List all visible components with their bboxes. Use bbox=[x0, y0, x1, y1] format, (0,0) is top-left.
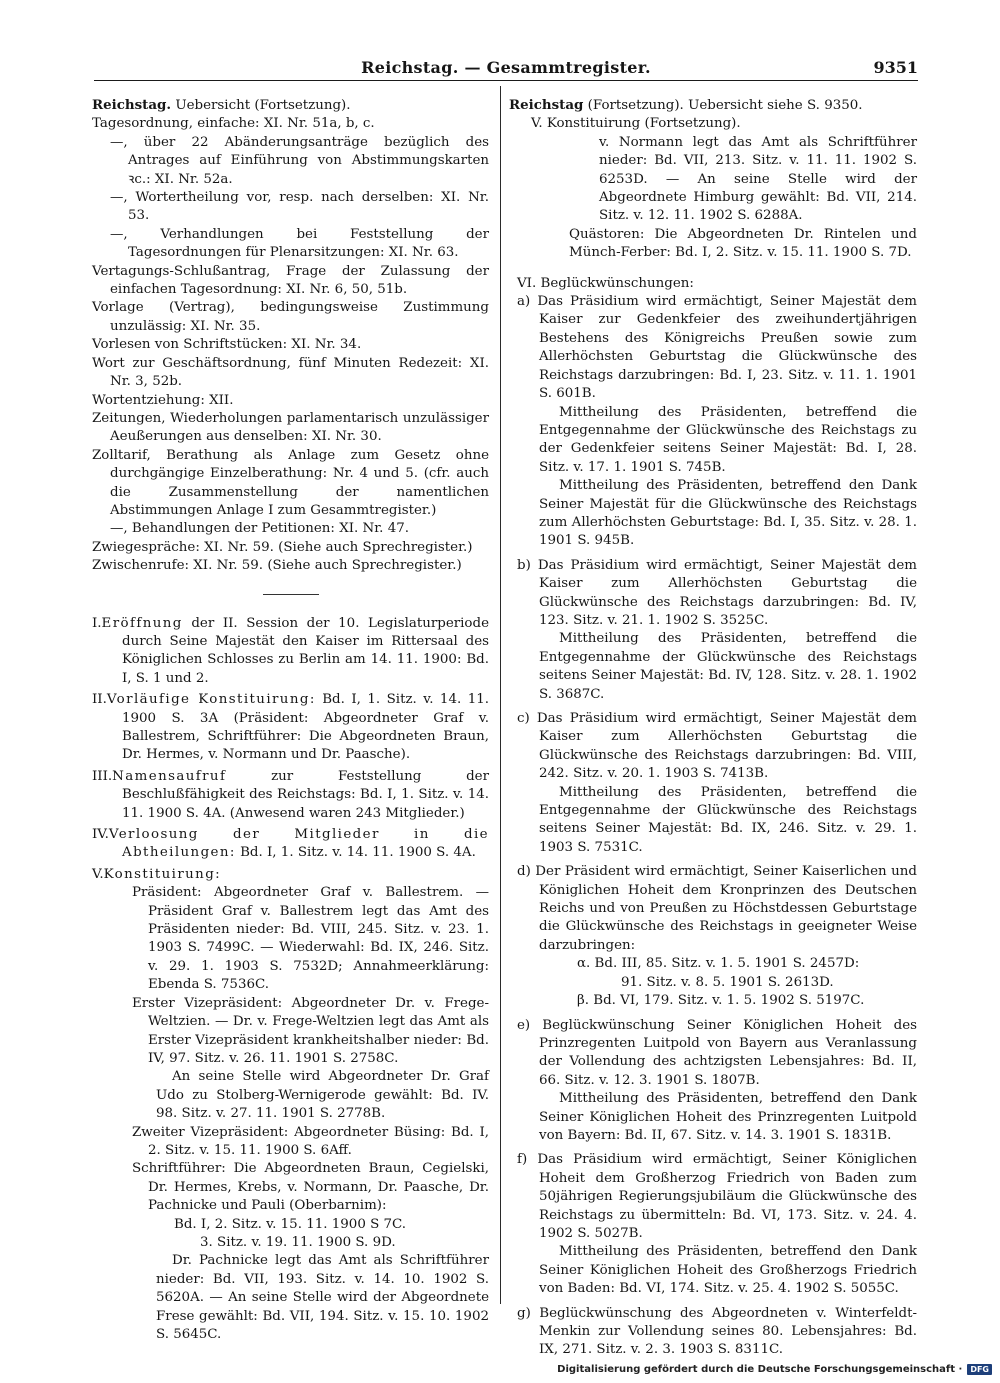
section-entry bbox=[92, 615, 489, 689]
vi-reference: α. Bd. III, 85. Sitz. v. 1. 5. 1901 S. 2457D: bbox=[577, 956, 860, 972]
digitization-footer bbox=[557, 1364, 992, 1375]
vi-paragraph bbox=[509, 1017, 917, 1091]
index-entry: Zolltarif, Berathung als Anlage zum Gesetz ohne durchgängige Einzelberathung: Nr. 4 und 5. (cfr. auch die Zusammenstellung der namentlichen Abstimmungen Anlage I zum Gesammtregister.) bbox=[92, 447, 489, 518]
subsection-paragraph: Präsident: Abgeordneter Graf v. Ballestrem. — Präsident Graf v. Ballestrem legt das Amt des Präsidenten nieder: Bd. VIII, 245. Sitz. v. 23. 1. 1903 S. 7499C. — Wiederwahl: Bd. IX, 246. Sitz. v. 29. 1. 1903 S. 7532D; Annahmeerklärung: Ebenda S. 7536C. bbox=[132, 885, 489, 993]
vi-paragraph bbox=[509, 863, 917, 955]
vi-item-e bbox=[509, 1017, 917, 1146]
vi-paragraph bbox=[509, 557, 917, 631]
section-title: Vorläufige Konstituirung: bbox=[106, 692, 316, 708]
subsection-paragraph: Erster Vizepräsident: Abgeordneter Dr. v. Frege-Weltzien. — Dr. v. Frege-Weltzien legt das Amt als Erster Vizepräsident krankheitshalber nieder: Bd. IV, 97. Sitz. v. 26. 11. 1901 S. 2758C. bbox=[132, 995, 489, 1066]
section-text: der II. Session der 10. Legislaturperiode durch Seine Majestät den Kaiser im Rittersaal des Königlichen Schlosses zu Berlin am 14. 11. 1900: Bd. I, S. 1 und 2. bbox=[122, 615, 489, 686]
footer-text: Digitalisierung gefördert durch die Deutsche Forschungsgemeinschaft · bbox=[557, 1364, 963, 1375]
index-entry: Vorlage (Vertrag), bedingungsweise Zustimmung unzulässig: XI. Nr. 35. bbox=[92, 300, 489, 334]
subsection-paragraph: Quästoren: Die Abgeordneten Dr. Rintelen und Münch-Ferber: Bd. I, 2. Sitz. v. 15. 11. 1900 S. 7D. bbox=[569, 226, 917, 261]
section-title: Konstituirung: bbox=[103, 866, 222, 882]
vi-letter: g) bbox=[517, 1305, 531, 1321]
subsection-paragraph: v. Normann legt das Amt als Schriftführer nieder: Bd. VII, 213. Sitz. v. 11. 11. 1902 S. 6253D. — An seine Stelle wird der Abgeordnete Himburg gewählt: Bd. VII, 214. Sitz. v. 12. 11. 1902 S. 6288A. bbox=[599, 134, 917, 224]
vi-letter: b) bbox=[517, 557, 531, 573]
vi-item-g bbox=[509, 1305, 917, 1360]
vi-text: Der Präsident wird ermächtigt, Seiner Kaiserlichen und Königlichen Hoheit dem Kronprinzen des Deutschen Reichs und von Preußen zu Höchstdessen Geburtstage die Glückwünsche des Reichstags in geeigneter Weise darzubringen: bbox=[535, 864, 917, 953]
index-entry: Zeitungen, Wiederholungen parlamentarisch unzulässiger Aeußerungen aus denselben: XI. Nr. 30. bbox=[92, 410, 489, 445]
left-column bbox=[92, 96, 489, 1344]
page-number: 9351 bbox=[873, 58, 918, 77]
subsection-paragraph: An seine Stelle wird Abgeordneter Dr. Graf Udo zu Stolberg-Wernigerode gewählt: Bd. IV. 98. Sitz. v. 27. 11. 1901 S. 2778B. bbox=[156, 1069, 489, 1122]
section-text: Bd. I, 1. Sitz. v. 14. 11. 1900 S. 3A (Präsident: Abgeordneter Graf v. Ballestrem, Schriftführer: Die Abgeordneten Braun, Dr. Hermes, v. Normann und Dr. Paasche). bbox=[122, 692, 489, 763]
vi-paragraph bbox=[509, 1151, 917, 1243]
column-divider bbox=[500, 86, 501, 1304]
index-entry: Tagesordnung, einfache: XI. Nr. 51a, b, c. bbox=[92, 116, 375, 132]
vi-letter: f) bbox=[517, 1152, 528, 1168]
running-header bbox=[94, 58, 918, 81]
vi-item-d bbox=[509, 863, 917, 1010]
vi-reference: 91. Sitz. v. 8. 5. 1901 S. 2613D. bbox=[621, 974, 834, 990]
right-heading-line bbox=[509, 96, 917, 115]
section-number: II. bbox=[92, 692, 107, 708]
subsection-paragraph: Dr. Pachnicke legt das Amt als Schriftführer nieder: Bd. VII, 193. Sitz. v. 14. 10. 1902 S. 5620A. — An seine Stelle wird der Abgeordnete Frese gewählt: Bd. VII, 194. Sitz. v. 15. 10. 1902 S. 5645C. bbox=[156, 1253, 489, 1342]
section-number: I. bbox=[92, 615, 102, 631]
section-entry bbox=[92, 826, 489, 863]
left-heading-rest: Uebersicht (Fortsetzung). bbox=[175, 98, 351, 113]
left-heading: Reichstag. bbox=[92, 97, 172, 113]
section-title: Namensaufruf bbox=[112, 768, 227, 784]
index-entry: Vertagungs-Schlußantrag, Frage der Zulassung der einfachen Tagesordnung: XI. Nr. 6, 50, 51b. bbox=[92, 263, 489, 298]
vi-text: Beglückwünschung des Abgeordneten v. Winterfeldt-Menkin zur Vollendung seines 80. Lebensjahres: Bd. IX, 271. Sitz. v. 2. 3. 1903 S. 8311C. bbox=[539, 1305, 917, 1358]
section-text: zur Feststellung der Beschlußfähigkeit des Reichstags: Bd. I, 1. Sitz. v. 14. 11. 1900 S. 4A. (Anwesend waren 243 Mitglieder.) bbox=[122, 768, 489, 821]
subsection-paragraph: Schriftführer: Die Abgeordneten Braun, Cegielski, Dr. Hermes, Krebs, v. Normann, Dr. Paasche, Dr. Pachnicke und Pauli (Oberbarnim): bbox=[132, 1161, 489, 1214]
section-text: Bd. I, 1. Sitz. v. 14. 11. 1900 S. 4A. bbox=[235, 845, 476, 861]
vi-paragraph: Mittheilung des Präsidenten, betreffend die Entgegennahme der Glückwünsche des Reichstags seitens Seiner Majestät: Bd. IV, 128. Sitz. v. 28. 1. 1902 S. 3687C. bbox=[539, 631, 917, 702]
vi-letter: d) bbox=[517, 864, 531, 880]
vi-paragraph bbox=[509, 710, 917, 784]
index-entry: —, Verhandlungen bei Feststellung der Tagesordnungen für Plenarsitzungen: XI. Nr. 63. bbox=[110, 226, 489, 261]
section-entry bbox=[92, 691, 489, 765]
index-entry: Wort zur Geschäftsordnung, fünf Minuten Redezeit: XI. Nr. 3, 52b. bbox=[92, 355, 489, 390]
index-entry: —, über 22 Abänderungsanträge bezüglich des Antrages auf Einführung von Abstimmungskarten ꝛc.: XI. Nr. 52a. bbox=[110, 134, 489, 187]
left-heading-line bbox=[92, 96, 489, 115]
index-entry: —, Wortertheilung vor, resp. nach derselben: XI. Nr. 53. bbox=[110, 190, 489, 224]
vi-item-c bbox=[509, 710, 917, 857]
vi-item-f bbox=[509, 1151, 917, 1298]
index-entry: —, Behandlungen der Petitionen: XI. Nr. 47. bbox=[110, 521, 409, 537]
vi-paragraph bbox=[509, 293, 917, 403]
vi-paragraph: Mittheilung des Präsidenten, betreffend den Dank Seiner Majestät für die Glückwünsche des Reichstags zum Allerhöchsten Geburtstage: Bd. I, 35. Sitz. v. 28. 1. 1901 S. 945B. bbox=[539, 478, 917, 549]
section-vi-heading: VI. Beglückwünschungen: bbox=[517, 275, 694, 291]
right-heading-rest: (Fortsetzung). Uebersicht siehe S. 9350. bbox=[587, 98, 863, 113]
section-number: IV. bbox=[92, 827, 109, 843]
vi-paragraph bbox=[509, 1305, 917, 1360]
vi-text: Das Präsidium wird ermächtigt, Seiner Majestät dem Kaiser zum Allerhöchsten Geburtstag die Glückwünsche des Reichstags darzubringen: Bd. VIII, 242. Sitz. v. 20. 1. 1903 S. 7413B. bbox=[536, 711, 917, 782]
section-title: Eröffnung bbox=[101, 615, 183, 631]
right-heading: Reichstag bbox=[509, 97, 584, 113]
section-entry bbox=[92, 768, 489, 823]
index-entry: Zwischenrufe: XI. Nr. 59. (Siehe auch Sprechregister.) bbox=[92, 558, 462, 574]
vi-paragraph: Mittheilung des Präsidenten, betreffend den Dank Seiner Königlichen Hoheit des Großherzogs Friedrich von Baden: Bd. VI, 174. Sitz. v. 25. 4. 1902 S. 5055C. bbox=[539, 1244, 917, 1297]
vi-letter: c) bbox=[517, 711, 530, 726]
vi-item-a bbox=[509, 293, 917, 551]
vi-paragraph: Mittheilung des Präsidenten, betreffend den Dank Seiner Königlichen Hoheit des Prinzregenten Luitpold von Bayern: Bd. II, 67. Sitz. v. 14. 3. 1901 S. 1831B. bbox=[539, 1091, 917, 1143]
index-entry: Zwiegespräche: XI. Nr. 59. (Siehe auch Sprechregister.) bbox=[92, 539, 473, 555]
vi-paragraph: Mittheilung des Präsidenten, betreffend die Entgegennahme der Glückwünsche des Reichstags seitens Seiner Majestät: Bd. IX, 246. Sitz. v. 29. 1. 1903 S. 7531C. bbox=[539, 784, 917, 855]
vi-paragraph: Mittheilung des Präsidenten, betreffend die Entgegennahme der Glückwünsche des Reichstags zu der Gedenkfeier seitens Seiner Majestät: Bd. I, 28. Sitz. v. 17. 1. 1901 S. 745B. bbox=[539, 404, 917, 475]
running-header-title: Reichstag. — Gesammtregister. bbox=[361, 58, 651, 77]
index-entry: Vorlesen von Schriftstücken: XI. Nr. 34. bbox=[92, 337, 362, 353]
section-entry bbox=[92, 866, 489, 884]
section-separator bbox=[263, 594, 319, 595]
dfg-logo-icon: DFG bbox=[967, 1364, 992, 1375]
vi-text: Das Präsidium wird ermächtigt, Seiner Majestät dem Kaiser zur Gedenkfeier des zweihundertjährigen Bestehens des Königreichs Preußen sowie zum Allerhöchsten Geburtstag die Glückwünsche des Reichstags darzubringen: Bd. I, 23. Sitz. v. 11. 1. 1901 S. 601B. bbox=[537, 294, 917, 402]
vi-reference: β. Bd. VI, 179. Sitz. v. 1. 5. 1902 S. 5197C. bbox=[577, 993, 865, 1009]
subsection-reference: 3. Sitz. v. 19. 11. 1900 S. 9D. bbox=[200, 1234, 396, 1250]
right-column bbox=[509, 96, 917, 1360]
right-subheading: V. Konstituirung (Fortsetzung). bbox=[531, 116, 741, 132]
vi-text: Beglückwünschung Seiner Königlichen Hoheit des Prinzregenten Luitpold von Bayern aus Veranlassung der Vollendung des achtzigsten Lebensjahres: Bd. II, 66. Sitz. v. 12. 3. 1901 S. 1807B. bbox=[539, 1017, 917, 1088]
section-title: Verloosung der Mitglieder in die Abtheilungen: bbox=[108, 827, 489, 861]
subsection-paragraph: Zweiter Vizepräsident: Abgeordneter Büsing: Bd. I, 2. Sitz. v. 15. 11. 1900 S. 6Aff. bbox=[132, 1124, 489, 1158]
vi-text: Das Präsidium wird ermächtigt, Seiner Majestät dem Kaiser zum Allerhöchsten Geburtstag die Glückwünsche des Reichstags darzubringen: Bd. IV, 123. Sitz. v. 21. 1. 1902 S. 3525C. bbox=[537, 557, 917, 628]
vi-text: Das Präsidium wird ermächtigt, Seiner Königlichen Hoheit dem Großherzog Friedrich von Baden zum 50jährigen Regierungsjubiläum die Glückwünsche des Reichstags zu übermitteln: Bd. VI, 173. Sitz. v. 24. 4. 1902 S. 5027B. bbox=[537, 1152, 917, 1241]
vi-letter: a) bbox=[517, 294, 531, 310]
vi-item-b bbox=[509, 557, 917, 704]
section-number: III. bbox=[92, 768, 113, 784]
section-number: V. bbox=[92, 866, 104, 882]
index-entry: Wortentziehung: XII. bbox=[92, 392, 234, 408]
vi-letter: e) bbox=[517, 1017, 531, 1033]
subsection-reference: Bd. I, 2. Sitz. v. 15. 11. 1900 S 7C. bbox=[174, 1216, 407, 1232]
